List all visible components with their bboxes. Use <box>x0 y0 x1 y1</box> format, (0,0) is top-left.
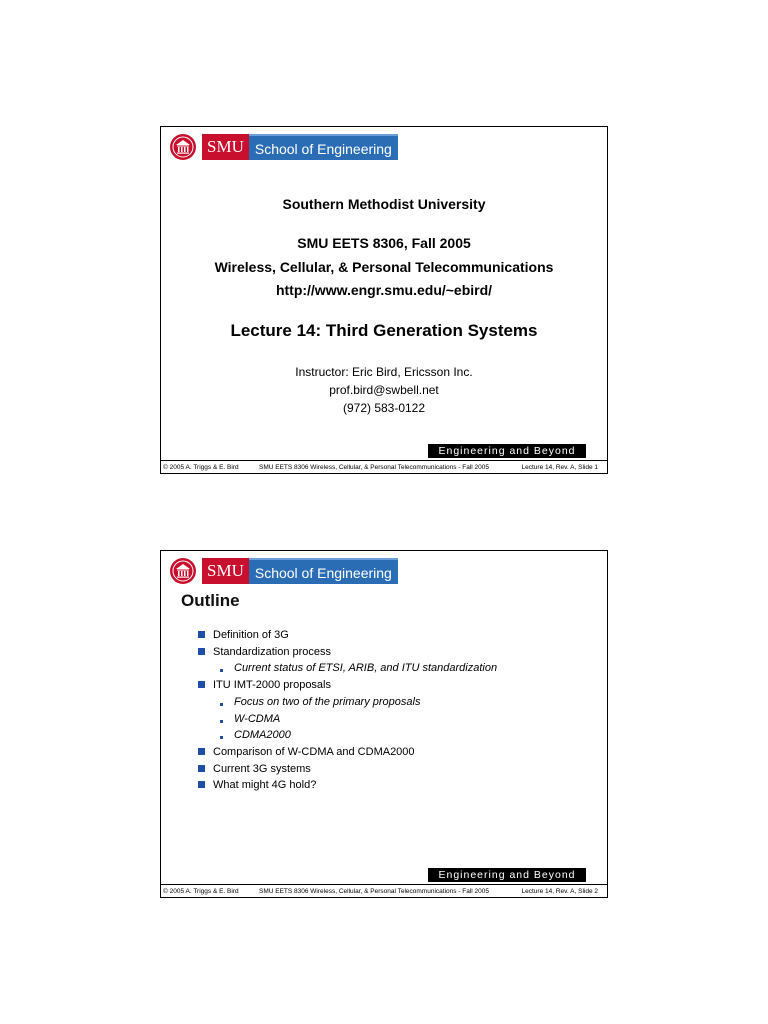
small-bullet-icon <box>220 736 223 739</box>
smu-logo <box>168 133 398 161</box>
lecture-title: Lecture 14: Third Generation Systems <box>230 321 538 340</box>
slide-2 <box>160 550 608 898</box>
logo-school-text: School of Engineering <box>249 558 398 584</box>
small-bullet-icon <box>220 703 223 706</box>
footer-copyright: © 2005 A. Triggs & E. Bird <box>163 464 239 471</box>
small-bullet-icon <box>220 669 223 672</box>
university-name: Southern Methodist University <box>282 196 486 212</box>
smu-seal-icon <box>168 557 198 585</box>
sub-list-item: Focus on two of the primary proposals <box>198 694 497 711</box>
footer-divider <box>161 884 607 885</box>
list-item: ITU IMT-2000 proposals <box>198 677 497 694</box>
course-title: Wireless, Cellular, & Personal Telecommunications <box>214 259 554 275</box>
list-item: Standardization process <box>198 644 497 661</box>
logo-smu-text: SMU <box>202 558 249 584</box>
slide-footer <box>161 886 607 898</box>
tagline-banner: Engineering and Beyond <box>428 868 586 882</box>
footer-course: SMU EETS 8306 Wireless, Cellular, & Personal Telecommunications - Fall 2005 <box>259 464 490 471</box>
footer-divider <box>161 460 607 461</box>
instructor-line: Instructor: Eric Bird, Ericsson Inc. <box>295 365 473 379</box>
course-code: SMU EETS 8306, Fall 2005 <box>297 235 471 251</box>
instructor-email[interactable]: prof.bird@swbell.net <box>329 383 439 397</box>
course-url[interactable]: http://www.engr.smu.edu/~ebird/ <box>275 282 493 298</box>
instructor-phone: (972) 583-0122 <box>342 401 426 415</box>
small-bullet-icon <box>220 720 223 723</box>
tagline-banner: Engineering and Beyond <box>428 444 586 458</box>
square-bullet-icon <box>198 765 205 772</box>
sub-list-item: CDMA2000 <box>198 727 497 744</box>
square-bullet-icon <box>198 748 205 755</box>
outline-list <box>198 627 497 794</box>
sub-list-item: W-CDMA <box>198 711 497 728</box>
square-bullet-icon <box>198 681 205 688</box>
outline-title: Outline <box>181 591 240 610</box>
square-bullet-icon <box>198 781 205 788</box>
footer-copyright: © 2005 A. Triggs & E. Bird <box>163 888 239 895</box>
logo-school-text: School of Engineering <box>249 134 398 160</box>
logo-smu-text: SMU <box>202 134 249 160</box>
footer-slide-number: Lecture 14, Rev. A, Slide 2 <box>521 888 598 895</box>
list-item: Comparison of W-CDMA and CDMA2000 <box>198 744 497 761</box>
slide-footer <box>161 462 607 474</box>
sub-list-item: Current status of ETSI, ARIB, and ITU standardization <box>198 660 497 677</box>
footer-slide-number: Lecture 14, Rev. A, Slide 1 <box>521 464 598 471</box>
slide-1 <box>160 126 608 474</box>
list-item: What might 4G hold? <box>198 777 497 794</box>
square-bullet-icon <box>198 648 205 655</box>
list-item: Definition of 3G <box>198 627 497 644</box>
footer-course: SMU EETS 8306 Wireless, Cellular, & Personal Telecommunications - Fall 2005 <box>259 888 490 895</box>
smu-seal-icon <box>168 133 198 161</box>
square-bullet-icon <box>198 631 205 638</box>
list-item: Current 3G systems <box>198 761 497 778</box>
smu-logo <box>168 557 398 585</box>
